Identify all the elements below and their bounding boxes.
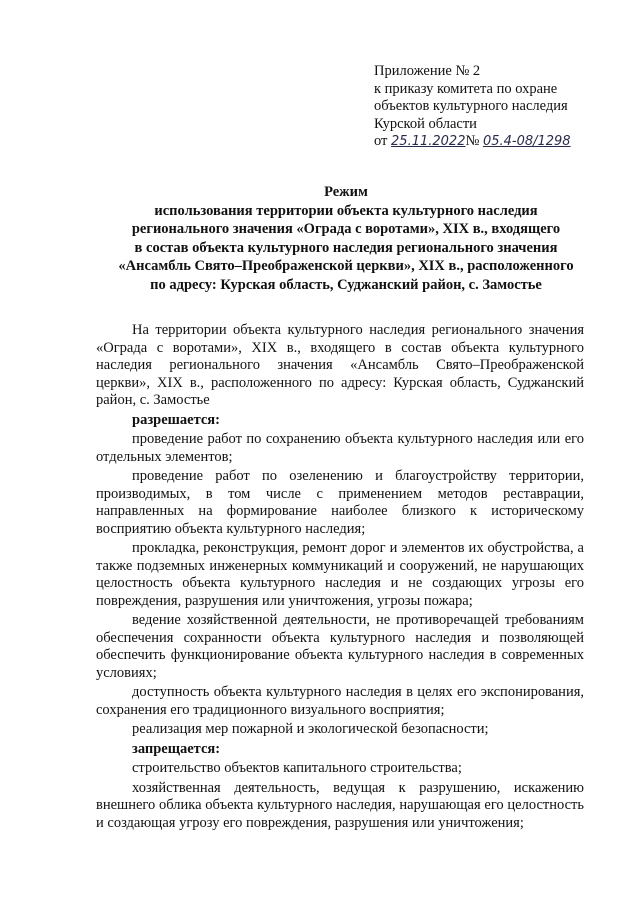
appendix-line: объектов культурного наследия: [374, 98, 568, 114]
date-prefix: от: [374, 133, 388, 149]
title-line: использования территории объекта культурного наследия: [154, 202, 538, 219]
forbidden-label: запрещается:: [132, 740, 221, 757]
title-line: по адресу: Курская область, Суджанский район, с. Замостье: [150, 276, 542, 293]
document-body: [96, 322, 584, 834]
allowed-item: доступность объекта культурного наследия в целях его экспонирования, сохранения его традиционного визуального восприятия;: [96, 684, 584, 718]
appendix-line: к приказу комитета по охране: [374, 80, 558, 97]
appendix-date-line: [374, 133, 571, 151]
number-prefix: №: [465, 133, 480, 149]
allowed-item: реализация мер пожарной и экологической безопасности;: [132, 721, 489, 737]
title-line: в состав объекта культурного наследия регионального значения: [134, 239, 558, 256]
title-line: регионального значения «Ограда с воротами», XIX в., входящего: [131, 221, 561, 237]
document-title: [96, 183, 596, 294]
appendix-block: [374, 63, 571, 151]
forbidden-item: строительство объектов капитального строительства;: [132, 760, 462, 776]
allowed-label: разрешается:: [132, 411, 220, 428]
handwritten-number: 05.4-08/1298: [482, 134, 571, 149]
appendix-line: Курской области: [374, 115, 477, 132]
allowed-item: ведение хозяйственной деятельности, не противоречащей требованиям обеспечения сохранности объекта культурного наследия и позволяющей обеспечить функционирование объекта культурного наследия в современных условиях;: [96, 612, 584, 681]
intro-paragraph: На территории объекта культурного наследия регионального значения «Ограда с воротами», XIX в., входящего в состав объекта культурного наследия регионального значения «Ансамбль Свято–Преображенской церкви», XIX в., расположенного по адресу: Курская область, Суджанский район, с. Замостье: [96, 322, 584, 408]
allowed-item: проведение работ по сохранению объекта культурного наследия или его отдельных элементов;: [96, 431, 584, 465]
title-heading: Режим: [324, 184, 368, 200]
forbidden-item: хозяйственная деятельность, ведущая к разрушению, искажению внешнего облика объекта культурного наследия, нарушающая его целостность и создающая угрозу его повреждения, разрушения или уничтожения;: [96, 779, 584, 831]
allowed-item: прокладка, реконструкция, ремонт дорог и элементов их обустройства, а также подземных инженерных коммуникаций и сооружений, не нарушающих целостность объекта культурного наследия и не создающих угрозы его повреждения, разрушения или уничтожения, угрозы пожара;: [96, 540, 584, 609]
title-line: «Ансамбль Свято–Преображенской церкви», XIX в., расположенного: [118, 258, 574, 274]
allowed-item: проведение работ по озеленению и благоустройству территории, производимых, в том числе с применением методов реставрации, направленных на формирование наиболее близкого к историческому восприятию объекта культурного наследия;: [96, 468, 584, 537]
appendix-line: Приложение № 2: [374, 63, 481, 79]
handwritten-date: 25.11.2022: [391, 134, 466, 149]
